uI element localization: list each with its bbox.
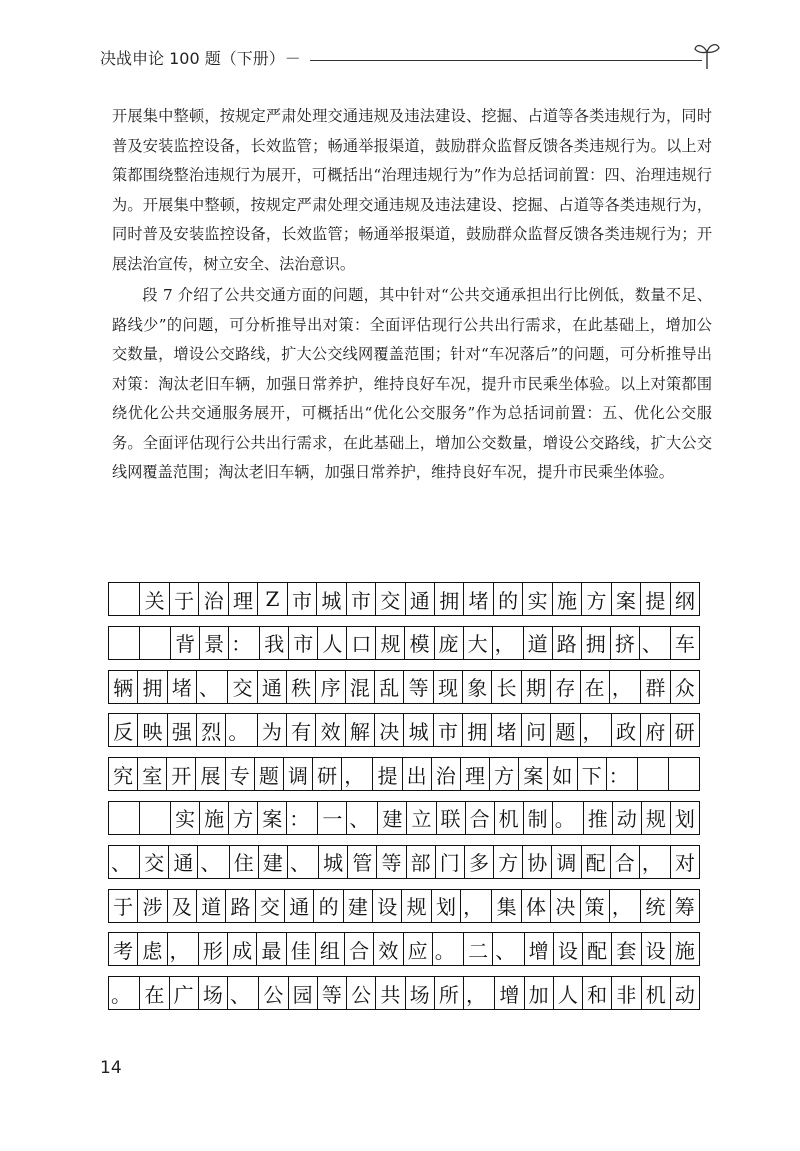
grid-cell: 堵 [464,583,493,615]
grid-cell: 出 [403,758,432,790]
grid-cell: 管 [348,846,377,878]
grid-cell: 效 [374,933,403,965]
grid-cell: 案 [258,802,287,834]
header-divider [310,60,702,61]
grid-cell: ， [610,890,641,922]
grid-cell: 联 [437,802,466,834]
grid-cell: 堵 [492,714,521,746]
grid-cell: 我 [260,627,289,659]
grid-cell: 应 [404,933,433,965]
grid-cell: ， [461,890,492,922]
grid-row [108,757,700,791]
grid-cell: 体 [522,890,551,922]
grid-cell: 制 [524,802,553,834]
grid-row [108,932,700,966]
grid-cell: 方 [582,583,611,615]
grid-cell: 交 [256,890,285,922]
grid-cell: 、 [347,802,378,834]
grid-cell: 府 [641,714,670,746]
grid-cell: 门 [436,846,465,878]
grid-cell: 市 [288,583,317,615]
grid-cell: 增 [495,977,524,1009]
grid-row [108,582,700,616]
grid-cell: 统 [641,890,670,922]
grid-cell: 涉 [138,890,167,922]
grid-cell: 模 [405,627,434,659]
grid-cell: 筹 [674,895,695,920]
grid-cell: 提 [373,758,402,790]
paragraph-1: 开展集中整顿，按规定严肃处理交通违规及违法建设、挖掘、占道等各类违规行为，同时普及安装监控设备，长效监管；畅通举报渠道，鼓励群众监督反馈各类违规行为。以上对策都围绕整治违规行为展开，可概括出“治理违规行为”作为总括词前置：四、治理违规行为。开展集中整顿，按规定严肃处理交通违规及违法建设、挖掘、占道等各类违规行为，同时普及安装监控设备，长效监管；畅通举报渠道，鼓励群众监督反馈各类违规行为；开展法治宣传，树立安全、法治意识。 [112,107,712,273]
grid-cell: 住 [230,846,259,878]
grid-cell: 拥 [463,714,492,746]
grid-cell: 设 [373,890,402,922]
grid-cell: ， [168,933,199,965]
grid-cell: 机 [495,802,524,834]
grid-cell: 等 [404,671,433,703]
grid-cell: 实 [523,583,552,615]
grid-cell: 规 [376,627,405,659]
grid-cell: 序 [316,671,345,703]
grid-row [108,670,700,704]
grid-cell: 划 [674,807,695,832]
grid-cell: 设 [642,933,671,965]
grid-cell: 提 [641,583,670,615]
grid-cell: 等 [377,846,406,878]
grid-cell: 挤 [611,627,640,659]
grid-cell: 决 [551,890,580,922]
grid-cell: 市 [347,583,376,615]
grid-cell: 城 [319,846,348,878]
grid-cell: 建 [378,802,407,834]
grid-cell: 划 [432,890,461,922]
grid-cell: 加 [525,977,554,1009]
grid-cell: 车 [674,632,695,657]
grid-cell: 交 [376,583,405,615]
grid-cell: 为 [258,714,287,746]
grid-cell: 存 [551,671,580,703]
grid-cell: 配 [582,846,611,878]
grid-cell: 最 [257,933,286,965]
grid-cell: 有 [287,714,316,746]
grid-cell: 交 [228,671,257,703]
grid-cell: 的 [494,583,523,615]
grid-cell: Z [258,583,287,615]
grid-cell: 、 [493,933,524,965]
grid-cell: 题 [551,714,580,746]
grid-cell: 二 [464,933,493,965]
grid-cell: 的 [314,890,343,922]
grid-cell: 通 [169,846,198,878]
grid-cell: ， [493,627,524,659]
grid-cell: 动 [613,802,642,834]
grid-cell: 烈 [197,714,226,746]
sprout-icon [694,40,720,70]
grid-cell: 理 [229,583,258,615]
grid-cell: 交 [140,846,169,878]
grid-row [108,713,700,747]
grid-cell [140,802,171,834]
grid-cell: 公 [259,977,288,1009]
grid-cell: 题 [255,758,284,790]
grid-cell: 公 [347,977,376,1009]
grid-cell: 形 [199,933,228,965]
grid-cell: 部 [407,846,436,878]
grid-cell: ， [610,671,641,703]
grid-cell: 方 [490,758,519,790]
grid-cell: 方 [494,846,523,878]
grid-cell: 问 [522,714,551,746]
grid-cell: 共 [376,977,405,1009]
grid-cell: 长 [492,671,521,703]
grid-cell: 强 [168,714,197,746]
grid-cell: 展 [196,758,225,790]
grid-cell: 拥 [435,583,464,615]
grid-cell: 推 [584,802,613,834]
grid-cell: 城 [317,583,346,615]
grid-cell: 解 [346,714,375,746]
grid-cell: 套 [612,933,641,965]
paragraph-2: 段 7 介绍了公共交通方面的问题，其中针对“公共交通承担出行比例低，数量不足、路线少”的问题，可分析推导出对策：全面评估现行公共出行需求，在此基础上，增加公交数量，增设公交路线，扩大公交线网覆盖范围；针对“车况落后”的问题，可分析推导出对策：淘汰老旧车辆，加强日常养护，维持良好车况，提升市民乘坐体验。以上对策都围绕优化公共交通服务展开，可概括出“优化公交服务”作为总括词前置：五、优化公交服务。全面评估现行公共出行需求，在此基础上，增加公交数量，增设公交路线，扩大公交线网覆盖范围；淘汰老旧车辆，加强日常养护，维持良好车况，提升市民乘坐体验。 [112,286,712,481]
grid-cell: ， [464,977,495,1009]
grid-cell: 场 [199,977,228,1009]
grid-cell: 集 [492,890,521,922]
grid-cell: ： [607,758,638,790]
grid-cell: ， [581,714,612,746]
grid-cell: 拥 [138,671,167,703]
grid-cell: 多 [465,846,494,878]
grid-cell: 广 [170,977,199,1009]
grid-cell: 关 [140,583,169,615]
grid-cell: 、 [228,977,259,1009]
grid-cell: 治 [432,758,461,790]
grid-cell: 、 [109,846,140,878]
grid-cell: 拥 [582,627,611,659]
grid-cell: 纲 [674,588,695,613]
grid-cell: 、 [640,627,671,659]
grid-cell [109,802,140,834]
grid-cell: 理 [461,758,490,790]
grid-cell: 乱 [375,671,404,703]
grid-cell: 合 [345,933,374,965]
grid-row [108,845,700,879]
grid-cell: 道 [197,890,226,922]
grid-row [108,801,700,835]
grid-row [108,976,700,1010]
grid-cell: 现 [434,671,463,703]
grid-cell: 专 [226,758,255,790]
grid-cell: 增 [525,933,554,965]
grid-cell: 堵 [168,671,197,703]
grid-cell [638,758,669,790]
grid-cell: 实 [171,802,200,834]
grid-cell: 虑 [138,933,167,965]
grid-cell: 于 [109,890,138,922]
grid-cell: 于 [170,583,199,615]
grid-cell: 开 [167,758,196,790]
grid-cell: 景 [200,627,229,659]
grid-cell: 园 [289,977,318,1009]
grid-cell: 决 [375,714,404,746]
answer-grid [108,582,700,1020]
grid-cell: 人 [318,627,347,659]
grid-cell: 研 [313,758,342,790]
grid-cell: 案 [519,758,548,790]
grid-cell: 非 [612,977,641,1009]
grid-cell: 组 [316,933,345,965]
grid-cell: 究 [109,758,138,790]
grid-row [108,626,700,660]
grid-cell: 辆 [109,671,138,703]
page-header [100,40,720,74]
grid-cell: 群 [641,671,670,703]
grid-cell: 路 [553,627,582,659]
grid-cell: 在 [140,977,169,1009]
grid-cell: 立 [407,802,436,834]
grid-cell: 施 [200,802,229,834]
grid-cell [140,627,171,659]
grid-cell: 协 [523,846,552,878]
grid-cell: 庞 [435,627,464,659]
grid-cell: 通 [285,890,314,922]
grid-cell: 室 [138,758,167,790]
grid-cell: 合 [611,846,640,878]
grid-cell: 所 [435,977,464,1009]
page-number: 14 [100,1058,122,1078]
grid-cell: 等 [318,977,347,1009]
grid-cell: 建 [344,890,373,922]
grid-cell: 人 [554,977,583,1009]
grid-cell: 口 [347,627,376,659]
grid-cell: 市 [434,714,463,746]
grid-cell: 混 [346,671,375,703]
grid-cell: 秩 [287,671,316,703]
grid-cell: 施 [553,583,582,615]
body-text [112,102,712,488]
grid-cell: 案 [612,583,641,615]
grid-cell: 如 [548,758,577,790]
grid-cell: 建 [259,846,288,878]
grid-cell: ： [287,802,318,834]
grid-cell: 配 [583,933,612,965]
grid-cell: 。 [109,977,140,1009]
grid-cell: 政 [612,714,641,746]
grid-cell: 。 [226,714,257,746]
grid-cell: 策 [581,890,610,922]
grid-cell: ， [640,846,671,878]
grid-row [108,889,700,923]
grid-cell: 佳 [287,933,316,965]
grid-cell: 市 [289,627,318,659]
grid-cell: 大 [464,627,493,659]
grid-cell: 对 [675,851,696,876]
grid-cell: 通 [258,671,287,703]
book-title: 决战申论 100 题（下册）－ [100,49,301,68]
grid-cell: 动 [674,982,695,1007]
grid-cell: 研 [674,719,695,744]
grid-cell: 治 [199,583,228,615]
grid-cell: 机 [642,977,671,1009]
grid-cell: 效 [316,714,345,746]
grid-cell: ： [229,627,260,659]
grid-cell: 。 [553,802,584,834]
grid-cell: 道 [524,627,553,659]
grid-cell: 考 [109,933,138,965]
grid-cell: 反 [109,714,138,746]
grid-cell [109,627,140,659]
grid-cell: 、 [198,846,229,878]
grid-cell: 及 [168,890,197,922]
grid-cell: 调 [284,758,313,790]
grid-cell: 下 [578,758,607,790]
grid-cell: 和 [583,977,612,1009]
grid-cell: 一 [318,802,347,834]
grid-cell: 成 [228,933,257,965]
grid-cell: 规 [642,802,671,834]
grid-cell: 路 [226,890,255,922]
grid-cell: 在 [581,671,610,703]
grid-cell: 设 [554,933,583,965]
grid-cell: 调 [552,846,581,878]
grid-cell: 、 [197,671,228,703]
grid-cell: 众 [674,676,695,701]
grid-cell: ， [342,758,373,790]
grid-cell: 城 [404,714,433,746]
grid-cell: 象 [463,671,492,703]
grid-cell: 场 [406,977,435,1009]
grid-cell [109,583,140,615]
grid-cell: 映 [138,714,167,746]
grid-cell: 规 [402,890,431,922]
grid-cell: 通 [406,583,435,615]
grid-cell: 背 [171,627,200,659]
grid-cell: 、 [288,846,319,878]
grid-cell: 合 [466,802,495,834]
grid-cell: 。 [433,933,464,965]
grid-cell: 方 [229,802,258,834]
grid-cell: 施 [674,938,695,963]
grid-cell: 期 [522,671,551,703]
grid-cell [669,758,699,790]
